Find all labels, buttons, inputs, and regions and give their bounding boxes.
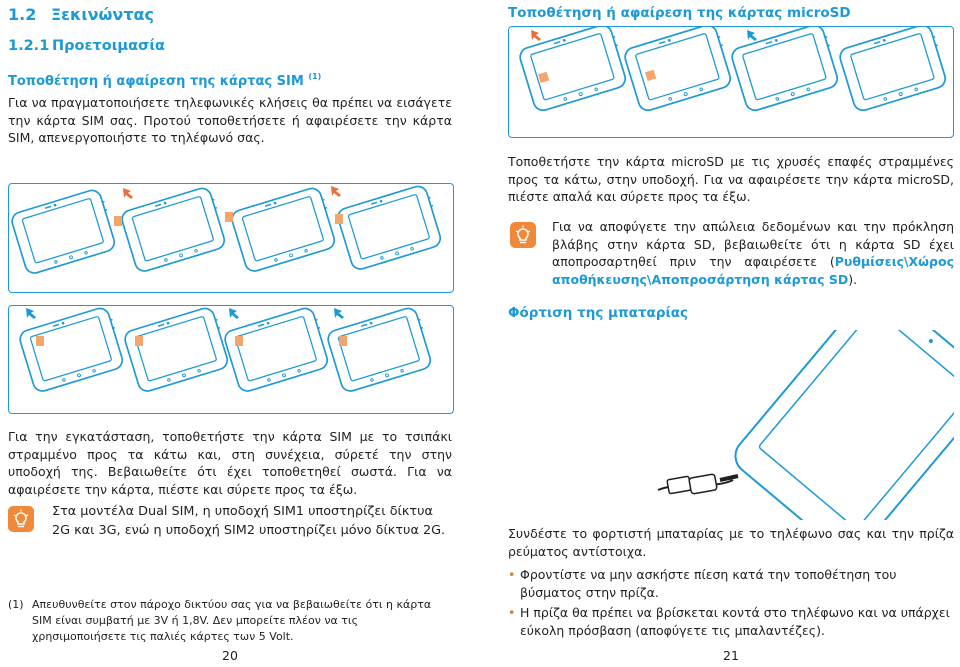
sim-heading: [8, 72, 321, 89]
lightbulb-note-icon: [510, 222, 536, 248]
charger-illustration: [508, 330, 954, 520]
page-number-right: 21: [723, 648, 739, 663]
microsd-heading: Τοποθέτηση ή αφαίρεση της κάρτας microSD: [508, 5, 851, 21]
microsd-illustration: [508, 26, 954, 138]
footnote-marker: (1): [8, 598, 24, 611]
battery-heading: Φόρτιση της μπαταρίας: [508, 305, 689, 321]
sim-insert-illustration: [8, 183, 454, 293]
microsd-text: Τοποθετήστε την κάρτα microSD με τις χρυσές επαφές στραμμένες προς τα κάτω, στην υποδοχή. Για να αφαιρέσετε την κάρτα microSD, πιέστε απαλά και σύρετε προς τα έξω.: [508, 154, 954, 205]
sim-footnote-ref: (1): [308, 72, 322, 81]
battery-bullets: [508, 566, 954, 642]
bullet-item: • Φροντίστε να μην ασκήστε πίεση κατά την τοποθέτηση του βύσματος στην πρίζα.: [508, 566, 954, 601]
section-number: 1.2: [8, 5, 37, 24]
sim-intro-text: Για να πραγματοποιήσετε τηλεφωνικές κλήσεις θα πρέπει να εισάγετε την κάρτα SIM σας. Προτού τοποθετήσετε ή αφαιρέσετε την κάρτα SIM, απενεργοποιήστε το τηλέφωνό σας.: [8, 95, 452, 146]
sim-install-text: Για την εγκατάσταση, τοποθετήστε την κάρτα SIM με το τσιπάκι στραμμένο προς τα κάτω και, στη συνέχεια, σύρετέ την στην υποδοχή της. Βεβαιωθείτε ότι έχει τοποθετηθεί σωστά. Για να αφαιρέσετε την κάρτα, πιέστε και σύρετε προς τα έξω.: [8, 429, 452, 497]
page-number-left: 20: [222, 648, 238, 663]
sim-card-icon: [114, 216, 122, 226]
section-heading: [8, 5, 154, 24]
lightbulb-note-icon: [8, 506, 34, 532]
unmount-path: Ρυθμίσεις\Χώρος αποθήκευσης\Αποπροσάρτηση κάρτας SD: [552, 254, 954, 287]
dual-sim-note: Στα μοντέλα Dual SIM, η υποδοχή SIM1 υποστηρίζει δίκτυα 2G και 3G, ενώ η υποδοχή SIM2 υποστηρίζει μόνο δίκτυα 2G.: [52, 504, 446, 538]
sim-remove-phones: [9, 306, 453, 413]
microsd-note: [552, 218, 954, 288]
microsd-note-end: ).: [848, 271, 858, 287]
subsection-heading: [8, 38, 165, 54]
battery-text: Συνδέστε το φορτιστή μπαταρίας με το τηλέφωνο σας και την πρίζα ρεύματος αντίστοιχα.: [508, 526, 954, 559]
sim-heading-text: Τοποθέτηση ή αφαίρεση της κάρτας SIM: [8, 74, 304, 89]
microsd-note-text: Για να αποφύγετε την απώλεια δεδομένων και την πρόκληση βλάβης στην κάρτα SD, βεβαιωθείτε ότι η κάρτα SD έχει αποπροσαρτηθεί πριν την αφαιρέσετε (: [552, 219, 954, 270]
bullet-item: • Η πρίζα θα πρέπει να βρίσκεται κοντά στο τηλέφωνο και να υπάρχει εύκολη πρόσβαση (αποφύγετε τις μπαλαντέζες).: [508, 604, 954, 639]
section-title: Ξεκινώντας: [51, 5, 155, 24]
sim-insert-phones: [9, 184, 453, 292]
subsection-number: 1.2.1: [8, 38, 50, 54]
subsection-title: Προετοιμασία: [52, 38, 165, 54]
microsd-phones: [509, 27, 953, 137]
sim-remove-illustration: [8, 305, 454, 414]
footnote-text: Απευθυνθείτε στον πάροχο δικτύου σας για να βεβαιωθείτε ότι η κάρτα SIM είναι συμβατή με 3V ή 1,8V. Δεν μπορείτε πλέον να τις χρησιμοποιήσετε τις παλιές κάρτες των 5 Volt.: [32, 598, 432, 643]
